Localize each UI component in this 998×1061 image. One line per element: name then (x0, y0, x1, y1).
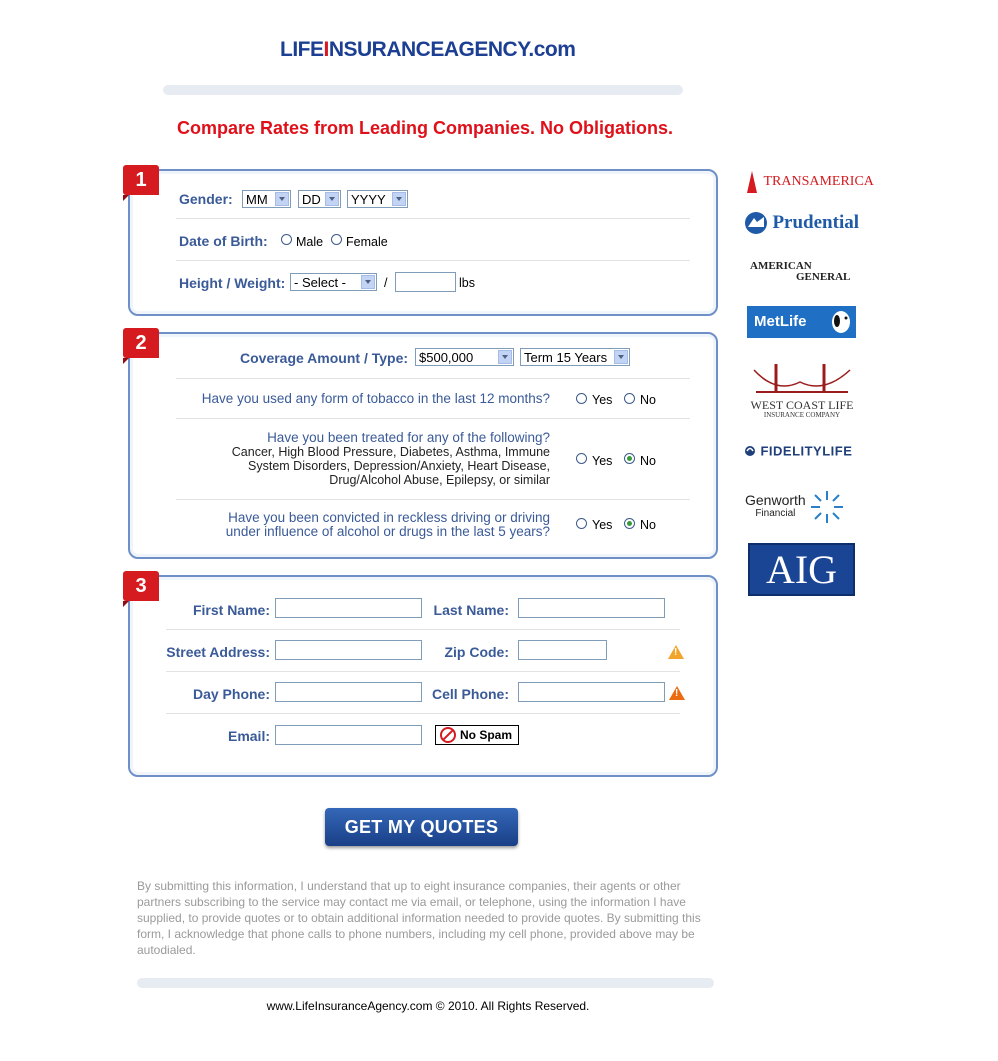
dob-label: Date of Birth: (179, 233, 268, 249)
tobacco-yes-radio[interactable] (576, 393, 587, 404)
logo-figure-icon: I (323, 38, 329, 61)
gender-female-label: Female (346, 235, 388, 249)
treated-conditions-line3: Drug/Alcohol Abuse, Epilepsy, or similar (329, 473, 550, 487)
transamerica-pyramid-icon (745, 171, 759, 193)
row-divider (166, 629, 680, 630)
west-coast-life-text: WEST COAST LIFE (750, 398, 854, 412)
coverage-amount-select[interactable] (415, 348, 514, 366)
convicted-yes-label: Yes (592, 518, 613, 532)
day-phone-label: Day Phone: (192, 686, 270, 702)
email-input[interactable] (275, 725, 422, 745)
logo-dotcom-text: .com (528, 38, 576, 61)
dob-year-select[interactable] (347, 190, 408, 208)
zip-code-input[interactable] (518, 640, 607, 660)
headline: Compare Rates from Leading Companies. No Obligations. (176, 118, 674, 138)
footer-divider (137, 978, 714, 988)
step2-badge: 2 (123, 328, 159, 358)
warning-icon: ! (668, 645, 684, 659)
last-name-input[interactable] (518, 598, 665, 618)
chevron-down-icon (361, 275, 375, 289)
dob-year-value: YYYY (351, 192, 386, 207)
chevron-down-icon (325, 192, 339, 206)
zip-code-label: Zip Code: (444, 644, 509, 660)
treated-conditions-line2: System Disorders, Depression/Anxiety, Heart Disease, (248, 459, 550, 473)
no-spam-text: No Spam (460, 728, 513, 742)
genworth-subtext: Financial (755, 508, 796, 519)
metlife-logo (747, 306, 856, 338)
west-coast-life-subtext: INSURANCE COMPANY (763, 411, 841, 419)
convicted-question-line1: Have you been convicted in reckless driving or driving (228, 510, 550, 525)
warning-icon: ! (669, 686, 685, 700)
treated-question: Have you been treated for any of the following? (267, 430, 550, 445)
tobacco-question: Have you used any form of tobacco in the last 12 months? (201, 391, 550, 406)
row-divider (176, 499, 690, 500)
rock-icon (744, 211, 768, 235)
coverage-label: Coverage Amount / Type: (240, 350, 409, 366)
site-logo[interactable] (280, 38, 575, 62)
gender-male-radio[interactable] (281, 234, 292, 245)
fidelity-life-logo (744, 442, 852, 460)
row-divider (166, 713, 680, 714)
chevron-down-icon (498, 350, 512, 364)
step1-badge: 1 (123, 165, 159, 195)
genworth-text: Genworth (745, 492, 806, 508)
tobacco-no-label: No (640, 393, 656, 407)
treated-yes-radio[interactable] (576, 453, 587, 464)
snoopy-icon (830, 309, 852, 335)
row-divider (176, 378, 690, 379)
treated-conditions-line1: Cancer, High Blood Pressure, Diabetes, Asthma, Immune (231, 445, 550, 459)
prudential-text: Prudential (772, 212, 860, 233)
treated-no-radio[interactable] (624, 453, 635, 464)
coverage-amount-value: $500,000 (419, 350, 474, 365)
convicted-yes-radio[interactable] (576, 518, 587, 529)
no-sign-icon (440, 727, 456, 743)
american-general-logo (750, 261, 850, 283)
height-weight-separator: / (384, 276, 388, 290)
row-divider (176, 218, 690, 219)
weight-input[interactable] (395, 272, 456, 292)
american-general-text-line2: GENERAL (796, 271, 851, 283)
no-spam-badge (435, 725, 519, 745)
west-coast-life-logo (750, 360, 854, 419)
logo-life-text: LIFE (280, 38, 324, 61)
starburst-icon (810, 490, 844, 524)
dob-month-value: MM (246, 192, 268, 207)
chevron-down-icon (275, 192, 289, 206)
fidelity-life-text: FIDELITYLIFE (760, 443, 853, 459)
dob-day-value: DD (302, 192, 321, 207)
height-select-value: - Select - (294, 275, 347, 290)
disclaimer-text: By submitting this information, I understand that up to eight insurance companies, their agents or other partners subscribing to the service may contact me via email, or telephone, using the information I have supplied, to provide quotes or to obtain additional information needed to provide quotes. By submitting this form, I acknowledge that phone calls to phone numbers, including my cell phone, provided above may be autodialed. (137, 879, 701, 957)
first-name-label: First Name: (192, 602, 270, 618)
height-select[interactable] (290, 273, 377, 291)
gender-male-label: Male (296, 235, 324, 249)
street-address-label: Street Address: (166, 644, 270, 660)
logo-name-text: NSURANCEAGENCY (328, 38, 529, 61)
tobacco-no-radio[interactable] (624, 393, 635, 404)
tobacco-yes-label: Yes (592, 393, 613, 407)
step3-badge: 3 (123, 571, 159, 601)
get-my-quotes-button[interactable]: GET MY QUOTES (325, 808, 518, 846)
bridge-icon (752, 360, 852, 394)
fidelity-swirl-icon (744, 445, 756, 457)
dob-day-select[interactable] (298, 190, 341, 208)
treated-no-label: No (640, 454, 656, 468)
convicted-no-radio[interactable] (624, 518, 635, 529)
chevron-down-icon (614, 350, 628, 364)
email-label: Email: (227, 728, 270, 744)
convicted-no-label: No (640, 518, 656, 532)
weight-unit: lbs (459, 276, 475, 290)
row-divider (176, 418, 690, 419)
height-weight-label: Height / Weight: (179, 275, 286, 291)
metlife-text: MetLife (754, 313, 807, 330)
row-divider (166, 671, 680, 672)
genworth-logo (745, 490, 844, 524)
header-divider (163, 85, 683, 95)
cell-phone-input[interactable] (518, 682, 665, 702)
gender-female-radio[interactable] (331, 234, 342, 245)
transamerica-logo (745, 171, 874, 193)
copyright-text: www.LifeInsuranceAgency.com © 2010. All Rights Reserved. (266, 999, 590, 1013)
chevron-down-icon (392, 192, 406, 206)
coverage-type-value: Term 15 Years (524, 350, 608, 365)
transamerica-text: TRANSAMERICA (763, 174, 874, 189)
aig-logo (748, 543, 855, 596)
row-divider (176, 260, 690, 261)
coverage-type-select[interactable] (520, 348, 630, 366)
dob-month-select[interactable] (242, 190, 291, 208)
last-name-label: Last Name: (433, 602, 509, 618)
aig-text: AIG (765, 547, 838, 592)
american-general-text-line1: AMERICAN (750, 260, 812, 272)
prudential-logo (744, 211, 859, 235)
cell-phone-label: Cell Phone: (431, 686, 509, 702)
treated-yes-label: Yes (592, 454, 613, 468)
gender-label: Gender: (179, 191, 233, 207)
convicted-question-line2: under influence of alcohol or drugs in the last 5 years? (225, 524, 550, 539)
